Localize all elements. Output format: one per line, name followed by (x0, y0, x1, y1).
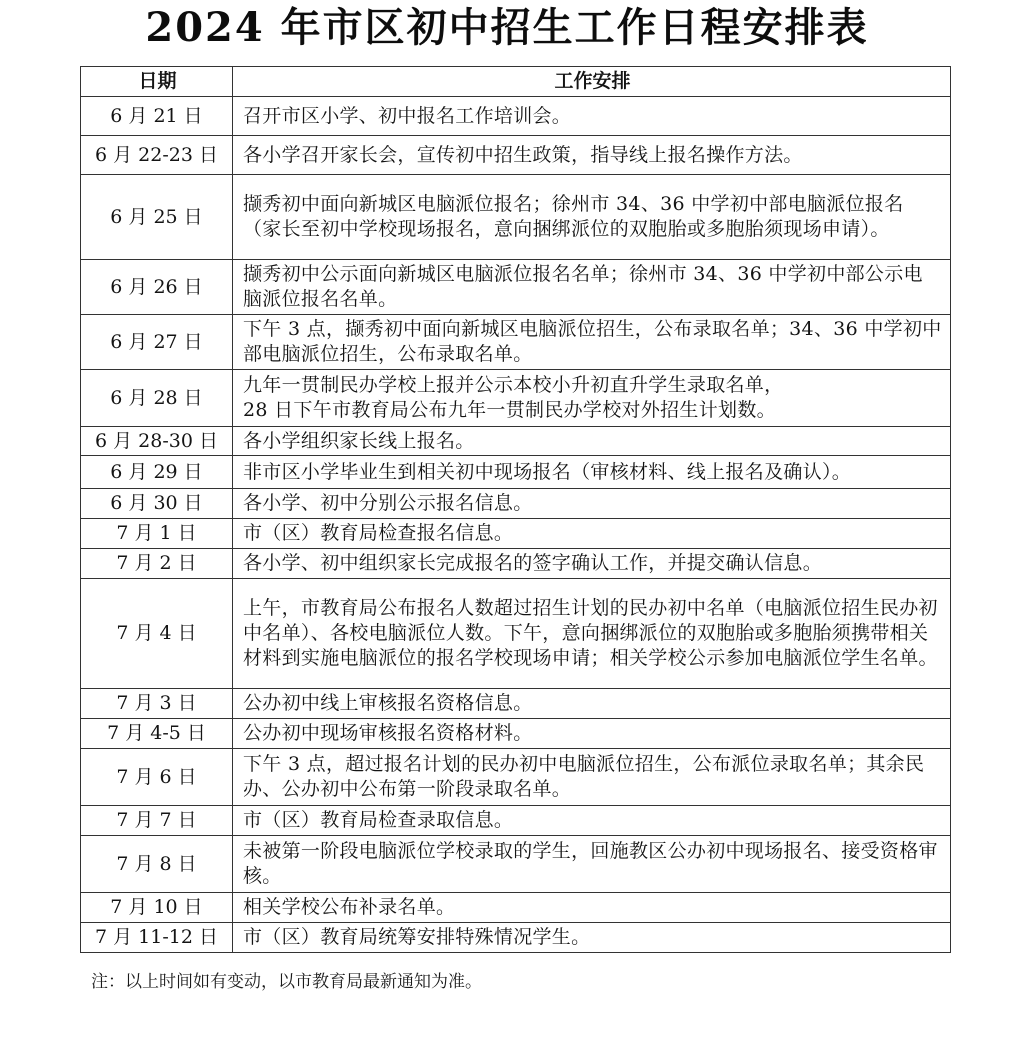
table-row (81, 136, 951, 175)
footnote: 注：以上时间如有变动，以市教育局最新通知为准。 (91, 972, 482, 992)
row-date: 7 月 4 日 (81, 579, 233, 689)
row-date: 7 月 6 日 (81, 749, 233, 806)
schedule-table (80, 66, 951, 953)
table-row (81, 719, 951, 749)
table-row (81, 456, 951, 489)
row-date: 6 月 28 日 (81, 370, 233, 427)
table-row (81, 549, 951, 579)
row-task: 各小学召开家长会，宣传初中招生政策，指导线上报名操作方法。 (233, 136, 951, 175)
row-date: 7 月 2 日 (81, 549, 233, 579)
row-date: 7 月 7 日 (81, 806, 233, 836)
row-date: 7 月 4-5 日 (81, 719, 233, 749)
table-row (81, 427, 951, 456)
row-task: 市（区）教育局检查报名信息。 (233, 519, 951, 549)
table-row (81, 97, 951, 136)
row-date: 6 月 26 日 (81, 260, 233, 315)
row-date: 7 月 1 日 (81, 519, 233, 549)
page-title: 2024 年市区初中招生工作日程安排表 (145, 4, 869, 51)
table-row (81, 749, 951, 806)
row-date: 7 月 10 日 (81, 893, 233, 923)
table-row (81, 260, 951, 315)
table-row (81, 893, 951, 923)
row-date: 6 月 21 日 (81, 97, 233, 136)
table-row (81, 519, 951, 549)
row-date: 6 月 28-30 日 (81, 427, 233, 456)
row-task: 各小学、初中组织家长完成报名的签字确认工作，并提交确认信息。 (233, 549, 951, 579)
row-task: 各小学、初中分别公示报名信息。 (233, 489, 951, 519)
row-date: 6 月 25 日 (81, 175, 233, 260)
table-row (81, 175, 951, 260)
row-task: 未被第一阶段电脑派位学校录取的学生，回施教区公办初中现场报名、接受资格审核。 (233, 836, 951, 893)
row-task: 上午，市教育局公布报名人数超过招生计划的民办初中名单（电脑派位招生民办初中名单）、各校电脑派位人数。下午，意向捆绑派位的双胞胎或多胞胎须携带相关材料到实施电脑派位的报名学校现场申请；相关学校公示参加电脑派位学生名单。 (233, 579, 951, 689)
row-date: 7 月 3 日 (81, 689, 233, 719)
row-task: 召开市区小学、初中报名工作培训会。 (233, 97, 951, 136)
row-date: 6 月 22-23 日 (81, 136, 233, 175)
row-date: 7 月 8 日 (81, 836, 233, 893)
table-row (81, 579, 951, 689)
row-task: 撷秀初中公示面向新城区电脑派位报名名单；徐州市 34、36 中学初中部公示电脑派位报名名单。 (233, 260, 951, 315)
table-row (81, 370, 951, 427)
date-column-header: 日期 (81, 67, 233, 97)
row-task: 非市区小学毕业生到相关初中现场报名（审核材料、线上报名及确认）。 (233, 456, 951, 489)
table-row (81, 806, 951, 836)
row-task: 公办初中现场审核报名资格材料。 (233, 719, 951, 749)
row-task: 撷秀初中面向新城区电脑派位报名；徐州市 34、36 中学初中部电脑派位报名（家长至初中学校现场报名，意向捆绑派位的双胞胎或多胞胎须现场申请）。 (233, 175, 951, 260)
table-row (81, 836, 951, 893)
table-row (81, 689, 951, 719)
row-task: 市（区）教育局统筹安排特殊情况学生。 (233, 923, 951, 953)
table-row (81, 489, 951, 519)
row-date: 6 月 27 日 (81, 315, 233, 370)
row-task: 下午 3 点，撷秀初中面向新城区电脑派位招生，公布录取名单；34、36 中学初中部电脑派位招生，公布录取名单。 (233, 315, 951, 370)
task-column-header: 工作安排 (233, 67, 951, 97)
row-date: 7 月 11-12 日 (81, 923, 233, 953)
row-task: 公办初中线上审核报名资格信息。 (233, 689, 951, 719)
table-row (81, 923, 951, 953)
row-task: 九年一贯制民办学校上报并公示本校小升初直升学生录取名单， 28 日下午市教育局公布九年一贯制民办学校对外招生计划数。 (233, 370, 951, 427)
row-task: 下午 3 点，超过报名计划的民办初中电脑派位招生，公布派位录取名单；其余民办、公办初中公布第一阶段录取名单。 (233, 749, 951, 806)
row-task: 市（区）教育局检查录取信息。 (233, 806, 951, 836)
table-header-row (81, 67, 951, 97)
row-date: 6 月 29 日 (81, 456, 233, 489)
row-task: 相关学校公布补录名单。 (233, 893, 951, 923)
row-date: 6 月 30 日 (81, 489, 233, 519)
row-task: 各小学组织家长线上报名。 (233, 427, 951, 456)
table-row (81, 315, 951, 370)
